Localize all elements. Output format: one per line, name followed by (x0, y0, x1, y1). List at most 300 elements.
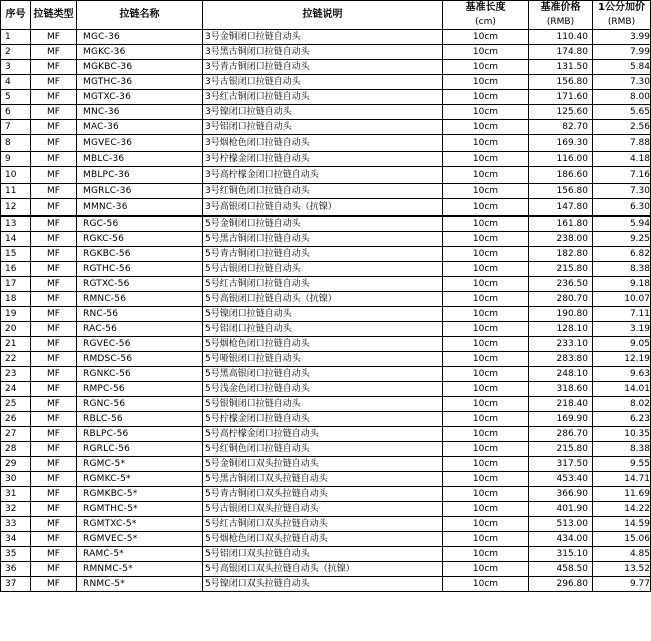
cell-add: 14.71 (593, 472, 651, 487)
cell-desc: 5号古银闭口拉链自动头 (203, 262, 443, 277)
cell-name: MAC-36 (77, 120, 203, 135)
cell-add: 9.25 (593, 232, 651, 247)
table-row (1, 457, 651, 472)
cell-desc: 3号红古铜闭口拉链自动头 (203, 90, 443, 105)
cell-no: 33 (1, 517, 31, 532)
cell-no: 32 (1, 502, 31, 517)
cell-add: 4.85 (593, 547, 651, 562)
cell-type: MF (31, 30, 77, 45)
cell-add: 11.69 (593, 487, 651, 502)
cell-price: 186.60 (529, 167, 593, 184)
cell-no: 19 (1, 307, 31, 322)
cell-name: RGMKBC-5* (77, 487, 203, 502)
cell-len: 10cm (443, 397, 529, 412)
header-len-unit: (cm) (443, 15, 529, 30)
cell-len: 10cm (443, 502, 529, 517)
cell-name: MGKC-36 (77, 45, 203, 60)
table-row (1, 292, 651, 307)
cell-no: 30 (1, 472, 31, 487)
cell-price: 182.80 (529, 247, 593, 262)
cell-len: 10cm (443, 60, 529, 75)
cell-name: MNC-36 (77, 105, 203, 120)
header-add: 1公分加价 (593, 1, 651, 16)
table-row (1, 30, 651, 45)
cell-desc: 5号铝闭口拉链自动头 (203, 322, 443, 337)
cell-price: 215.80 (529, 262, 593, 277)
cell-desc: 3号金铜闭口拉链自动头 (203, 30, 443, 45)
table-row (1, 367, 651, 382)
cell-no: 36 (1, 562, 31, 577)
cell-name: RGVEC-56 (77, 337, 203, 352)
header-no: 序号 (1, 1, 31, 30)
cell-add: 3.19 (593, 322, 651, 337)
cell-name: RNMC-5* (77, 577, 203, 592)
cell-type: MF (31, 90, 77, 105)
cell-type: MF (31, 152, 77, 167)
cell-name: MBLC-36 (77, 152, 203, 167)
cell-desc: 3号古银闭口拉链自动头 (203, 75, 443, 90)
cell-len: 10cm (443, 382, 529, 397)
header-len: 基准长度 (443, 1, 529, 16)
cell-name: RBLPC-56 (77, 427, 203, 442)
cell-len: 10cm (443, 199, 529, 217)
cell-len: 10cm (443, 167, 529, 184)
cell-desc: 5号银铜闭口拉链自动头 (203, 397, 443, 412)
cell-no: 4 (1, 75, 31, 90)
cell-price: 434.00 (529, 532, 593, 547)
cell-len: 10cm (443, 90, 529, 105)
cell-add: 9.77 (593, 577, 651, 592)
table-row (1, 307, 651, 322)
cell-no: 9 (1, 152, 31, 167)
cell-no: 8 (1, 135, 31, 152)
cell-desc: 3号红铜色闭口拉链自动头 (203, 184, 443, 199)
cell-add: 8.38 (593, 262, 651, 277)
cell-len: 10cm (443, 216, 529, 232)
table-row (1, 216, 651, 232)
cell-desc: 3号青古铜闭口拉链自动头 (203, 60, 443, 75)
cell-len: 10cm (443, 562, 529, 577)
cell-price: 317.50 (529, 457, 593, 472)
cell-name: RGTHC-56 (77, 262, 203, 277)
cell-no: 35 (1, 547, 31, 562)
cell-type: MF (31, 307, 77, 322)
cell-len: 10cm (443, 367, 529, 382)
cell-desc: 3号高银闭口拉链自动头（抗镍） (203, 199, 443, 217)
cell-desc: 5号高银闭口双头拉链自动头（抗镍） (203, 562, 443, 577)
cell-len: 10cm (443, 337, 529, 352)
cell-no: 7 (1, 120, 31, 135)
cell-desc: 5号柠檬金闭口拉链自动头 (203, 412, 443, 427)
cell-len: 10cm (443, 45, 529, 60)
cell-desc: 5号黑古铜闭口双头拉链自动头 (203, 472, 443, 487)
cell-add: 7.30 (593, 184, 651, 199)
cell-name: MMNC-36 (77, 199, 203, 217)
cell-name: RMDSC-56 (77, 352, 203, 367)
cell-no: 10 (1, 167, 31, 184)
cell-add: 7.30 (593, 75, 651, 90)
cell-type: MF (31, 577, 77, 592)
cell-type: MF (31, 397, 77, 412)
table-row (1, 152, 651, 167)
cell-type: MF (31, 105, 77, 120)
cell-no: 13 (1, 216, 31, 232)
cell-price: 283.80 (529, 352, 593, 367)
cell-no: 14 (1, 232, 31, 247)
cell-price: 174.80 (529, 45, 593, 60)
cell-len: 10cm (443, 517, 529, 532)
cell-add: 9.05 (593, 337, 651, 352)
table-row (1, 517, 651, 532)
cell-add: 8.38 (593, 442, 651, 457)
cell-name: RGRLC-56 (77, 442, 203, 457)
header-name: 拉链名称 (77, 1, 203, 30)
cell-price: 169.90 (529, 412, 593, 427)
cell-type: MF (31, 382, 77, 397)
cell-add: 5.94 (593, 216, 651, 232)
cell-name: RMPC-56 (77, 382, 203, 397)
cell-add: 14.22 (593, 502, 651, 517)
cell-len: 10cm (443, 292, 529, 307)
cell-len: 10cm (443, 75, 529, 90)
table-row (1, 277, 651, 292)
cell-desc: 5号哑银闭口拉链自动头 (203, 352, 443, 367)
cell-price: 280.70 (529, 292, 593, 307)
cell-name: MBLPC-36 (77, 167, 203, 184)
table-row (1, 532, 651, 547)
cell-desc: 5号红铜色闭口拉链自动头 (203, 442, 443, 457)
cell-name: RMNMC-5* (77, 562, 203, 577)
table-row (1, 45, 651, 60)
cell-name: MGTHC-36 (77, 75, 203, 90)
cell-add: 3.99 (593, 30, 651, 45)
cell-type: MF (31, 322, 77, 337)
cell-name: RAMC-5* (77, 547, 203, 562)
cell-type: MF (31, 120, 77, 135)
table-row (1, 352, 651, 367)
cell-len: 10cm (443, 184, 529, 199)
cell-add: 2.56 (593, 120, 651, 135)
cell-no: 23 (1, 367, 31, 382)
cell-no: 15 (1, 247, 31, 262)
cell-type: MF (31, 412, 77, 427)
cell-price: 161.80 (529, 216, 593, 232)
cell-type: MF (31, 262, 77, 277)
cell-no: 24 (1, 382, 31, 397)
table-row (1, 577, 651, 592)
cell-price: 218.40 (529, 397, 593, 412)
cell-desc: 5号古银闭口双头拉链自动头 (203, 502, 443, 517)
cell-no: 28 (1, 442, 31, 457)
cell-price: 171.60 (529, 90, 593, 105)
cell-add: 15.06 (593, 532, 651, 547)
cell-no: 37 (1, 577, 31, 592)
header-add-unit: (RMB) (593, 15, 651, 30)
cell-price: 286.70 (529, 427, 593, 442)
cell-add: 8.00 (593, 90, 651, 105)
cell-no: 26 (1, 412, 31, 427)
cell-desc: 5号青古铜闭口双头拉链自动头 (203, 487, 443, 502)
cell-price: 233.10 (529, 337, 593, 352)
table-row (1, 562, 651, 577)
cell-type: MF (31, 232, 77, 247)
header-price: 基准价格 (529, 1, 593, 16)
cell-add: 6.30 (593, 199, 651, 217)
cell-desc: 5号烟枪色闭口拉链自动头 (203, 337, 443, 352)
cell-add: 14.59 (593, 517, 651, 532)
cell-len: 10cm (443, 352, 529, 367)
cell-add: 9.18 (593, 277, 651, 292)
cell-price: 318.60 (529, 382, 593, 397)
cell-len: 10cm (443, 232, 529, 247)
cell-no: 25 (1, 397, 31, 412)
cell-no: 27 (1, 427, 31, 442)
table-row (1, 442, 651, 457)
cell-len: 10cm (443, 442, 529, 457)
cell-price: 453.40 (529, 472, 593, 487)
cell-add: 14.01 (593, 382, 651, 397)
cell-type: MF (31, 135, 77, 152)
table-row (1, 135, 651, 152)
table-row (1, 397, 651, 412)
table-row (1, 232, 651, 247)
cell-desc: 5号镍闭口双头拉链自动头 (203, 577, 443, 592)
cell-desc: 5号烟枪色闭口双头拉链自动头 (203, 532, 443, 547)
table-row (1, 262, 651, 277)
cell-type: MF (31, 45, 77, 60)
cell-name: MGVEC-36 (77, 135, 203, 152)
cell-name: RGMTHC-5* (77, 502, 203, 517)
cell-len: 10cm (443, 277, 529, 292)
cell-name: RNC-56 (77, 307, 203, 322)
cell-desc: 5号镍闭口拉链自动头 (203, 307, 443, 322)
cell-len: 10cm (443, 412, 529, 427)
table-row (1, 120, 651, 135)
table-row (1, 427, 651, 442)
cell-no: 11 (1, 184, 31, 199)
cell-desc: 5号高柠檬金闭口拉链自动头 (203, 427, 443, 442)
table-row (1, 105, 651, 120)
table-row (1, 199, 651, 217)
cell-no: 17 (1, 277, 31, 292)
cell-type: MF (31, 427, 77, 442)
cell-price: 116.00 (529, 152, 593, 167)
cell-len: 10cm (443, 307, 529, 322)
cell-price: 296.80 (529, 577, 593, 592)
cell-len: 10cm (443, 322, 529, 337)
cell-name: RGMKC-5* (77, 472, 203, 487)
cell-type: MF (31, 547, 77, 562)
cell-price: 82.70 (529, 120, 593, 135)
table-row (1, 472, 651, 487)
cell-len: 10cm (443, 547, 529, 562)
cell-len: 10cm (443, 487, 529, 502)
cell-type: MF (31, 75, 77, 90)
table-row (1, 382, 651, 397)
cell-price: 366.90 (529, 487, 593, 502)
table-row (1, 167, 651, 184)
cell-type: MF (31, 352, 77, 367)
cell-price: 315.10 (529, 547, 593, 562)
cell-price: 169.30 (529, 135, 593, 152)
cell-add: 5.84 (593, 60, 651, 75)
cell-no: 20 (1, 322, 31, 337)
table-row (1, 247, 651, 262)
cell-add: 10.35 (593, 427, 651, 442)
cell-price: 147.80 (529, 199, 593, 217)
cell-no: 3 (1, 60, 31, 75)
cell-len: 10cm (443, 120, 529, 135)
cell-no: 12 (1, 199, 31, 217)
cell-desc: 3号高柠檬金闭口拉链自动头 (203, 167, 443, 184)
cell-no: 18 (1, 292, 31, 307)
cell-name: RGNC-56 (77, 397, 203, 412)
cell-no: 22 (1, 352, 31, 367)
cell-desc: 5号高银闭口拉链自动头（抗镍） (203, 292, 443, 307)
header-price-unit: (RMB) (529, 15, 593, 30)
cell-name: RGTXC-56 (77, 277, 203, 292)
cell-len: 10cm (443, 532, 529, 547)
table-row (1, 322, 651, 337)
cell-type: MF (31, 60, 77, 75)
cell-add: 8.02 (593, 397, 651, 412)
cell-desc: 5号黑高银闭口拉链自动头 (203, 367, 443, 382)
cell-no: 31 (1, 487, 31, 502)
cell-price: 156.80 (529, 75, 593, 90)
cell-len: 10cm (443, 472, 529, 487)
cell-name: RGMTXC-5* (77, 517, 203, 532)
cell-name: RGNKC-56 (77, 367, 203, 382)
cell-price: 238.00 (529, 232, 593, 247)
cell-len: 10cm (443, 577, 529, 592)
cell-price: 513.00 (529, 517, 593, 532)
cell-type: MF (31, 216, 77, 232)
cell-len: 10cm (443, 457, 529, 472)
table-row (1, 90, 651, 105)
header-desc: 拉链说明 (203, 1, 443, 30)
cell-price: 215.80 (529, 442, 593, 457)
cell-type: MF (31, 532, 77, 547)
cell-type: MF (31, 457, 77, 472)
cell-desc: 5号金铜闭口双头拉链自动头 (203, 457, 443, 472)
cell-desc: 3号柠檬金闭口拉链自动头 (203, 152, 443, 167)
cell-len: 10cm (443, 135, 529, 152)
cell-add: 10.07 (593, 292, 651, 307)
cell-type: MF (31, 292, 77, 307)
cell-no: 5 (1, 90, 31, 105)
cell-name: MGRLC-36 (77, 184, 203, 199)
cell-name: MGC-36 (77, 30, 203, 45)
cell-add: 6.23 (593, 412, 651, 427)
cell-len: 10cm (443, 427, 529, 442)
cell-desc: 5号红古铜闭口双头拉链自动头 (203, 517, 443, 532)
cell-type: MF (31, 199, 77, 217)
cell-name: MGKBC-36 (77, 60, 203, 75)
table-row (1, 502, 651, 517)
cell-len: 10cm (443, 105, 529, 120)
cell-desc: 5号红古铜闭口拉链自动头 (203, 277, 443, 292)
cell-type: MF (31, 184, 77, 199)
cell-type: MF (31, 247, 77, 262)
cell-name: RGMC-5* (77, 457, 203, 472)
cell-add: 12.19 (593, 352, 651, 367)
cell-desc: 5号浅金色闭口拉链自动头 (203, 382, 443, 397)
cell-name: RAC-56 (77, 322, 203, 337)
cell-desc: 3号黑古铜闭口拉链自动头 (203, 45, 443, 60)
cell-no: 29 (1, 457, 31, 472)
cell-no: 34 (1, 532, 31, 547)
cell-name: MGTXC-36 (77, 90, 203, 105)
cell-len: 10cm (443, 152, 529, 167)
cell-name: RMNC-56 (77, 292, 203, 307)
cell-name: RGMVEC-5* (77, 532, 203, 547)
cell-price: 125.60 (529, 105, 593, 120)
cell-type: MF (31, 167, 77, 184)
cell-price: 190.80 (529, 307, 593, 322)
cell-price: 458.50 (529, 562, 593, 577)
cell-price: 156.80 (529, 184, 593, 199)
cell-add: 13.52 (593, 562, 651, 577)
cell-add: 4.18 (593, 152, 651, 167)
cell-no: 1 (1, 30, 31, 45)
table-row (1, 412, 651, 427)
cell-desc: 3号烟枪色闭口拉链自动头 (203, 135, 443, 152)
cell-no: 6 (1, 105, 31, 120)
cell-desc: 5号金铜闭口拉链自动头 (203, 216, 443, 232)
cell-add: 6.82 (593, 247, 651, 262)
table-row (1, 337, 651, 352)
cell-len: 10cm (443, 247, 529, 262)
cell-desc: 5号黑古铜闭口拉链自动头 (203, 232, 443, 247)
cell-type: MF (31, 502, 77, 517)
table-row (1, 75, 651, 90)
cell-type: MF (31, 517, 77, 532)
cell-add: 9.63 (593, 367, 651, 382)
cell-type: MF (31, 487, 77, 502)
cell-type: MF (31, 337, 77, 352)
cell-type: MF (31, 472, 77, 487)
cell-desc: 5号青古铜闭口拉链自动头 (203, 247, 443, 262)
cell-type: MF (31, 367, 77, 382)
cell-no: 21 (1, 337, 31, 352)
cell-type: MF (31, 562, 77, 577)
cell-add: 7.88 (593, 135, 651, 152)
cell-len: 10cm (443, 262, 529, 277)
cell-no: 2 (1, 45, 31, 60)
cell-price: 110.40 (529, 30, 593, 45)
cell-len: 10cm (443, 30, 529, 45)
table-row (1, 547, 651, 562)
cell-price: 401.90 (529, 502, 593, 517)
table-row (1, 184, 651, 199)
cell-add: 7.99 (593, 45, 651, 60)
cell-type: MF (31, 442, 77, 457)
cell-name: RGC-56 (77, 216, 203, 232)
cell-name: RGKBC-56 (77, 247, 203, 262)
cell-type: MF (31, 277, 77, 292)
cell-price: 128.10 (529, 322, 593, 337)
cell-add: 9.55 (593, 457, 651, 472)
cell-name: RGKC-56 (77, 232, 203, 247)
table-body (1, 30, 651, 592)
table-header (1, 1, 651, 30)
header-type: 拉链类型 (31, 1, 77, 30)
cell-price: 131.50 (529, 60, 593, 75)
cell-no: 16 (1, 262, 31, 277)
cell-desc: 3号铝闭口拉链自动头 (203, 120, 443, 135)
cell-price: 248.10 (529, 367, 593, 382)
cell-add: 5.65 (593, 105, 651, 120)
